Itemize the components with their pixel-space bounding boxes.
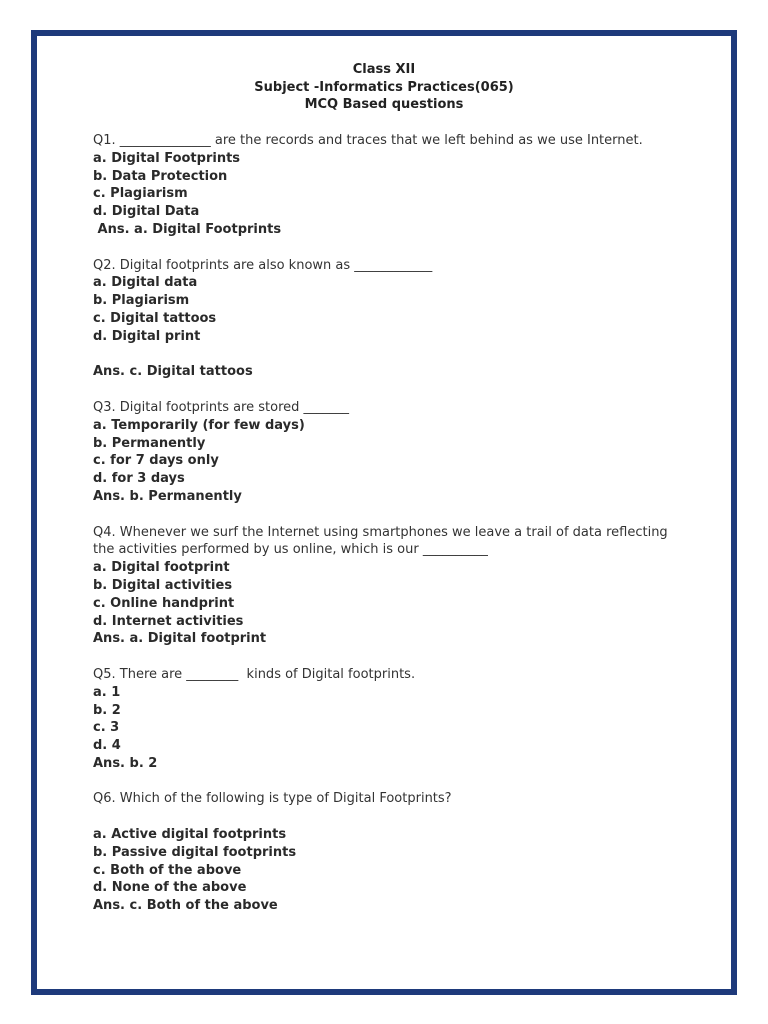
spacer [93, 773, 683, 791]
spacer [93, 239, 683, 257]
question-block-q2 [93, 257, 683, 382]
spacer [93, 648, 683, 666]
option-b: b. Passive digital footprints [93, 844, 297, 860]
question-text: Q1. ______________ are the records and traces that we left behind as we use Internet. [93, 133, 643, 148]
question-text: Q3. Digital footprints are stored _______ [93, 399, 350, 415]
answer-text: Ans. b. 2 [93, 755, 158, 771]
option-a: a. 1 [93, 684, 121, 700]
question-block-q1 [93, 132, 683, 239]
option-c: c. Digital tattoos [93, 310, 217, 326]
answer-text: Ans. c. Both of the above [93, 898, 278, 914]
option-c: c. Both of the above [93, 862, 242, 878]
spacer [93, 346, 683, 364]
option-b: b. 2 [93, 702, 121, 718]
spacer [93, 381, 683, 399]
option-d: d. None of the above [93, 880, 247, 896]
mcq-title: MCQ Based questions [304, 97, 464, 113]
option-a: a. Active digital footprints [93, 827, 287, 843]
option-d: d. Digital Data [93, 204, 200, 220]
question-block-q6 [93, 790, 683, 915]
answer-text: Ans. a. Digital footprint [93, 631, 267, 647]
subject-title: Subject -Informatics Practices(065) [254, 79, 514, 95]
question-text: Q6. Which of the following is type of Digital Footprints? [93, 791, 452, 807]
option-c: c. 3 [93, 720, 120, 736]
question-text: Q2. Digital footprints are also known as ____________ [93, 257, 433, 273]
question-block-q3 [93, 399, 683, 506]
answer-text: Ans. a. Digital Footprints [93, 221, 282, 237]
option-d: d. Digital print [93, 328, 201, 344]
question-text: Q5. There are ________ kinds of Digital footprints. [93, 666, 416, 682]
answer-text: Ans. b. Permanently [93, 488, 242, 504]
document-header [0, 61, 768, 114]
questions-list [93, 132, 683, 915]
option-a: a. Digital data [93, 275, 198, 291]
option-c: c. for 7 days only [93, 453, 219, 469]
option-a: a. Digital footprint [93, 560, 230, 576]
option-d: d. 4 [93, 738, 121, 754]
option-a: a. Digital Footprints [93, 150, 241, 166]
option-b: b. Digital activities [93, 577, 233, 593]
question-block-q5 [93, 666, 683, 773]
option-a: a. Temporarily (for few days) [93, 417, 305, 433]
question-block-q4 [93, 524, 683, 649]
question-text: Q4. Whenever we surf the Internet using smartphones we leave a trail of data reflecting the activities performed by us online, which is our __________ [93, 524, 668, 558]
spacer [93, 506, 683, 524]
option-b: b. Data Protection [93, 168, 228, 184]
spacer [93, 808, 683, 826]
answer-text: Ans. c. Digital tattoos [93, 364, 253, 380]
option-b: b. Permanently [93, 435, 206, 451]
option-c: c. Plagiarism [93, 186, 188, 202]
option-d: d. for 3 days [93, 471, 185, 487]
option-c: c. Online handprint [93, 595, 235, 611]
class-title: Class XII [352, 62, 416, 77]
option-d: d. Internet activities [93, 613, 244, 629]
option-b: b. Plagiarism [93, 293, 190, 309]
